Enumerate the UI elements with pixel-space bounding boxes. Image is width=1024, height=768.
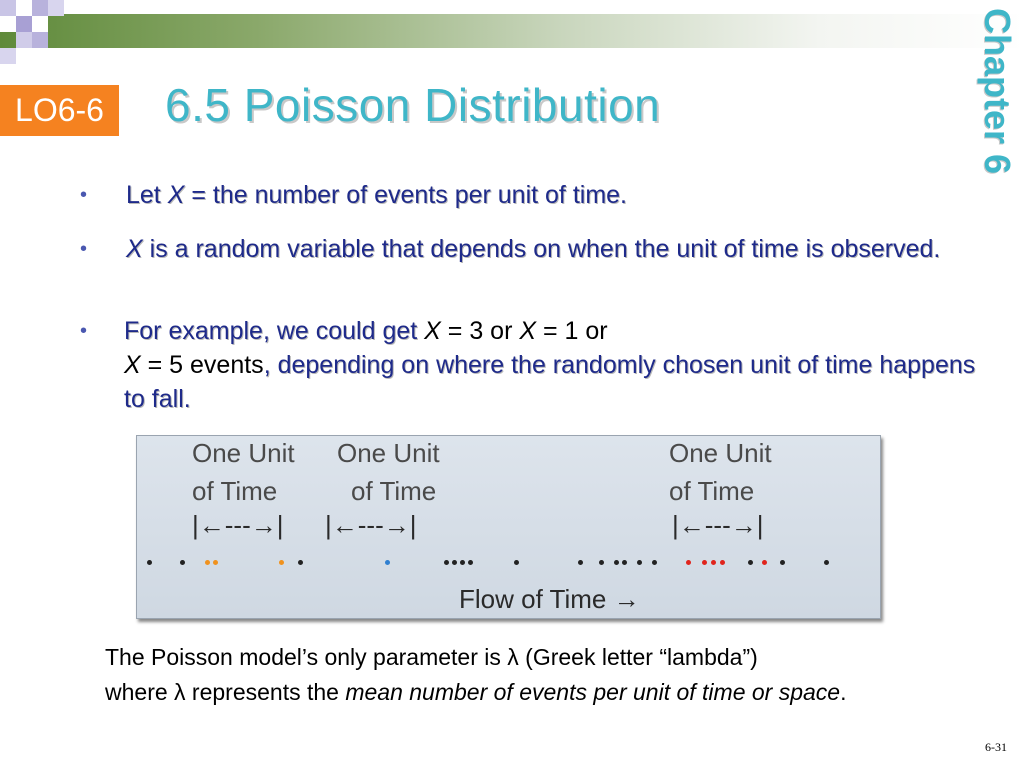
event-dot — [614, 560, 619, 565]
bullet-1: • Let X = the number of events per unit of time. — [80, 178, 960, 218]
event-dot — [147, 560, 152, 565]
event-dot — [686, 560, 691, 565]
bullet-2: • X is a random variable that depends on when the unit of time is observed. — [80, 232, 960, 302]
chapter-label: Chapter 6 — [977, 8, 1018, 175]
bullet-dot: • — [80, 184, 88, 206]
event-dot — [762, 560, 767, 565]
event-dot — [385, 560, 390, 565]
event-dot — [468, 560, 473, 565]
unit-label-3: One Unit of Time — [669, 438, 772, 506]
decorative-squares — [0, 0, 110, 80]
header-band — [0, 14, 1024, 48]
event-dot — [444, 560, 449, 565]
flow-of-time-label: Flow of Time → — [459, 584, 640, 614]
event-dot — [702, 560, 707, 565]
event-dot — [578, 560, 583, 565]
event-dot — [748, 560, 753, 565]
event-dot — [460, 560, 465, 565]
unit-bracket-3: |←---→| — [672, 510, 764, 540]
bullet-dot: • — [80, 320, 88, 342]
event-dot — [213, 560, 218, 565]
event-dot — [637, 560, 642, 565]
event-dot — [452, 560, 457, 565]
event-dot — [652, 560, 657, 565]
event-dot — [824, 560, 829, 565]
poisson-timeline-figure — [136, 435, 881, 619]
unit-bracket-2: |←---→| — [325, 510, 417, 540]
event-dot — [298, 560, 303, 565]
event-dot — [599, 560, 604, 565]
event-dot — [622, 560, 627, 565]
event-dot — [205, 560, 210, 565]
page-number: 6-31 — [985, 740, 1007, 754]
event-dot — [279, 560, 284, 565]
event-dot — [514, 560, 519, 565]
unit-label-2: One Unit of Time — [337, 438, 440, 506]
event-dot — [780, 560, 785, 565]
bullet-dot: • — [80, 238, 88, 260]
event-dot — [711, 560, 716, 565]
bullet-3: • For example, we could get X = 3 or X = 1 or X = 5 events, depending on where the randomly chosen unit of time happens to fall. — [80, 314, 980, 419]
unit-bracket-1: |←---→| — [192, 510, 284, 540]
slide-title: 6.5 Poisson Distribution — [165, 79, 661, 131]
parameter-note: The Poisson model’s only parameter is λ (Greek letter “lambda”) where λ represents the mean number of events per unit of time or space. — [105, 644, 847, 705]
learning-objective-badge: LO6-6 — [0, 85, 119, 136]
event-dot — [720, 560, 725, 565]
event-dot — [180, 560, 185, 565]
unit-label-1: One Unit of Time — [192, 438, 295, 506]
